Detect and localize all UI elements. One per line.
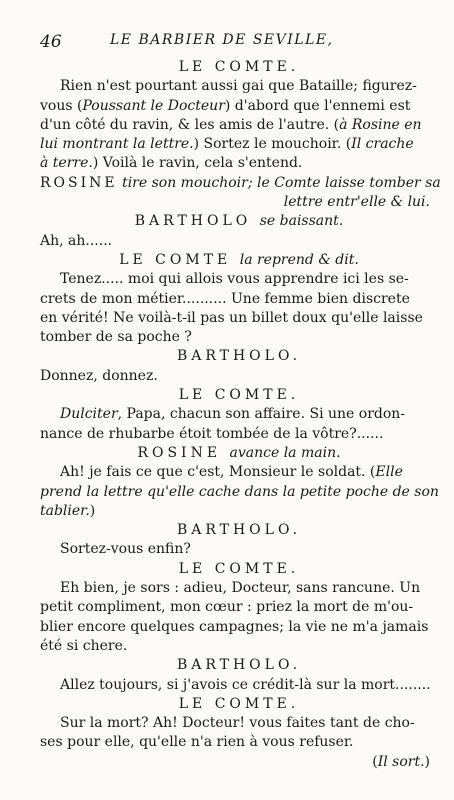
text-line: tomber de sa poche ? [40, 329, 192, 346]
text-line: tablier.) [40, 502, 96, 519]
stage-direction: lui montrant la lettre. [40, 136, 194, 153]
stage-direction: Elle [375, 464, 403, 481]
text-line [40, 483, 438, 502]
text-line: à terre.) Voilà le ravin, cela s'entend. [40, 155, 303, 172]
text-line: Donnez, donnez. [40, 367, 158, 384]
stage-direction: Il crache [351, 136, 414, 153]
text-line: ses pour elle, qu'elle n'a rien à vous refuser. [40, 734, 354, 751]
speaker-heading: LE COMTE la reprend & dit. [119, 251, 359, 268]
text-line: Ah! je fais ce que c'est, Monsieur le soldat. (Elle [60, 464, 403, 481]
text-line: petit compliment, mon cœur : priez la mort de m'ou- [40, 599, 414, 616]
text-line: lui montrant la lettre.) Sortez le mouchoir. (Il crache [40, 136, 414, 153]
text-line: blier encore quelques campagnes; la vie ne m'a jamais [40, 618, 429, 635]
text-line: Eh bien, je sors : adieu, Docteur, sans rancune. Un [60, 580, 421, 597]
running-title: LE BARBIER DE SEVILLE, [110, 32, 334, 48]
text-line: été si chere. [40, 637, 128, 654]
speaker-heading: LE COMTE. [178, 695, 300, 712]
stage-direction: Il sort. [377, 753, 425, 770]
text-line: d'un côté du ravin, & les amis de l'autre. (à Rosine en [40, 116, 422, 133]
text-line: (Il sort.) [372, 753, 430, 770]
stage-direction: tire son mouchoir; le Comte laisse tomber sa [122, 174, 441, 191]
text-line [40, 193, 438, 212]
stage-direction: Dulciter [60, 406, 118, 423]
stage-direction: se baissant. [259, 213, 344, 230]
speaker-heading: ROSINE avance la main. [137, 444, 341, 461]
text-line: Ah, ah...... [40, 232, 113, 249]
speaker-heading: BARTHOLO. [176, 657, 302, 674]
stage-direction: à terre. [40, 155, 93, 172]
text-line: crets de mon métier.......... Une femme bien discrete [40, 290, 410, 307]
speaker-heading: LE COMTE. [178, 560, 300, 577]
stage-direction: lettre entr'elle & lui. [283, 194, 430, 211]
text-line: Allez toujours, si j'avois ce crédit-là sur la mort........ [60, 676, 431, 693]
stage-direction: à Rosine en [339, 116, 422, 133]
stage-direction: prend la lettre qu'elle cache dans la petite poche de son [40, 483, 439, 500]
text-line: Sortez-vous enfin? [60, 541, 191, 558]
text-line: nance de rhubarbe étoit tombée de la vôtre?...... [40, 425, 384, 442]
speaker-heading: BARTHOLO. [176, 522, 302, 539]
text-line: vous (Poussant le Docteur) d'abord que l'ennemi est [40, 97, 411, 114]
speaker-heading: LE COMTE. [178, 59, 300, 75]
stage-direction: la reprend & dit. [239, 251, 359, 268]
speaker-heading: LE COMTE. [178, 387, 300, 404]
text-line: Sur la mort? Ah! Docteur! vous faites tant de cho- [60, 715, 415, 732]
speaker-heading: BARTHOLO. [176, 348, 302, 365]
stage-direction: Poussant le Docteur [82, 97, 225, 114]
text-line: Tenez..... moi qui allois vous apprendre ici les se- [60, 271, 409, 288]
text-line: Dulciter, Papa, chacun son affaire. Si une ordon- [60, 406, 406, 423]
stage-direction: avance la main. [229, 444, 341, 461]
page-text [40, 58, 441, 772]
stage-direction: tablier. [40, 502, 90, 519]
speaker-heading: BARTHOLO se baissant. [134, 213, 344, 230]
speaker-name: ROSINE [40, 174, 118, 191]
text-line: Rien n'est pourtant aussi gai que Bataille; figurez- [60, 78, 417, 95]
page-number: 46 [40, 32, 62, 52]
text-line: en vérité! Ne voilà-t-il pas un billet doux qu'elle laisse [40, 309, 423, 326]
text-line [40, 174, 441, 193]
